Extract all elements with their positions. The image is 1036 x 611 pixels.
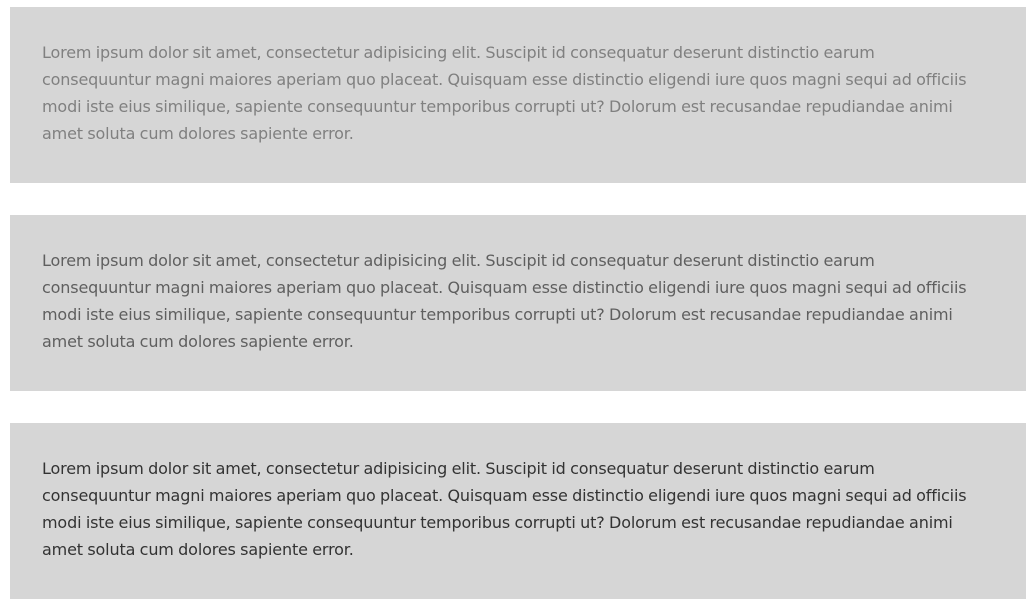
text-card-light bbox=[10, 7, 1026, 183]
text-card-dark bbox=[10, 423, 1026, 599]
card-paragraph: Lorem ipsum dolor sit amet, consectetur adipisicing elit. Suscipit id consequatur deserunt distinctio earum consequuntur magni maiores aperiam quo placeat. Quisquam esse distinctio eligendi iure quos magni sequi ad officiis modi iste eius similique, sapiente consequuntur temporibus corrupti ut? Dolorum est recusandae repudiandae animi amet soluta cum dolores sapiente error. bbox=[42, 43, 967, 143]
card-paragraph: Lorem ipsum dolor sit amet, consectetur adipisicing elit. Suscipit id consequatur deserunt distinctio earum consequuntur magni maiores aperiam quo placeat. Quisquam esse distinctio eligendi iure quos magni sequi ad officiis modi iste eius similique, sapiente consequuntur temporibus corrupti ut? Dolorum est recusandae repudiandae animi amet soluta cum dolores sapiente error. bbox=[42, 251, 967, 351]
text-card-medium bbox=[10, 215, 1026, 391]
card-paragraph: Lorem ipsum dolor sit amet, consectetur adipisicing elit. Suscipit id consequatur deserunt distinctio earum consequuntur magni maiores aperiam quo placeat. Quisquam esse distinctio eligendi iure quos magni sequi ad officiis modi iste eius similique, sapiente consequuntur temporibus corrupti ut? Dolorum est recusandae repudiandae animi amet soluta cum dolores sapiente error. bbox=[42, 459, 967, 559]
